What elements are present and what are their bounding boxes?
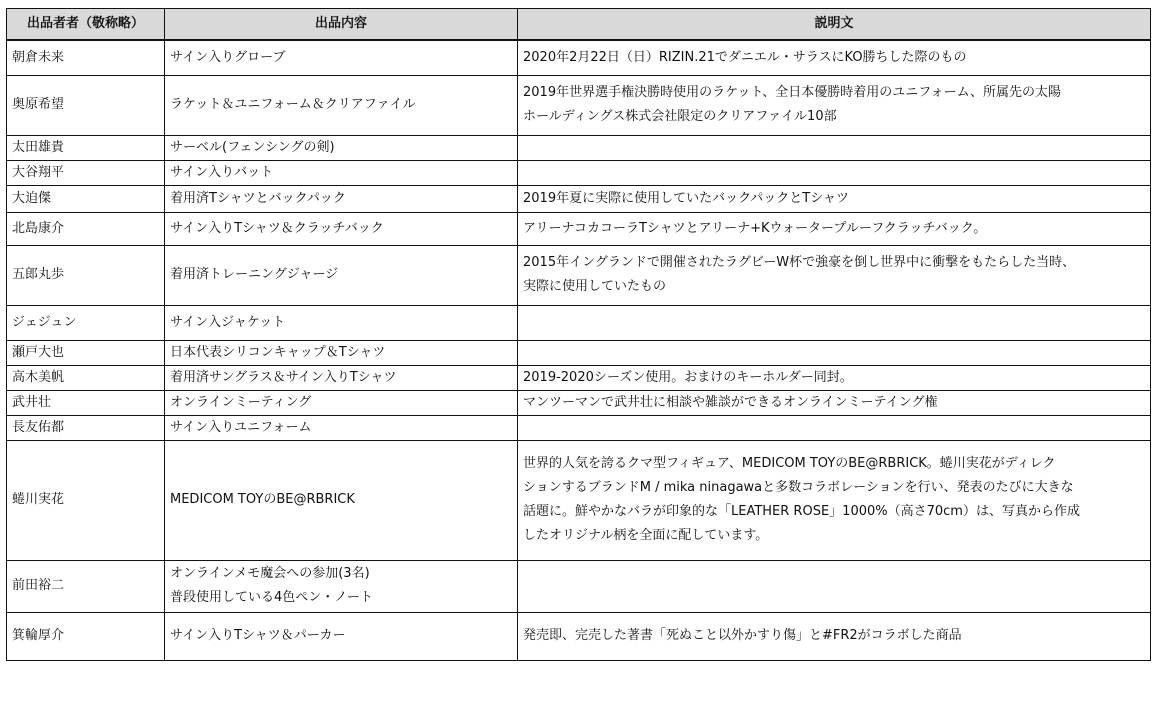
seller-name-cell: ジェジュン <box>7 305 165 340</box>
item-text: 日本代表シリコンキャップ＆Tシャツ <box>170 344 386 360</box>
table-row <box>7 612 1151 660</box>
description-text: 発売即、完売した著書「死ぬこと以外かすり傷」と#FR2がコラボした商品 <box>523 628 962 643</box>
description-text: 実際に使用していたもの <box>523 279 667 294</box>
item-cell <box>165 390 518 415</box>
seller-name-cell: 奥原希望 <box>7 75 165 135</box>
description-cell <box>518 340 1151 365</box>
seller-name-cell: 大迫傑 <box>7 185 165 212</box>
description-cell <box>518 185 1151 212</box>
seller-name-cell: 五郎丸歩 <box>7 245 165 305</box>
item-text: 着用済トレーニングジャージ <box>170 267 339 282</box>
table-container <box>6 8 1150 661</box>
item-text: ラケット＆ユニフォーム＆クリアファイル <box>170 97 416 112</box>
description-text: 2020年2月22日（日）RIZIN.21でダニエル・サラスにKO勝ちした際のもの <box>523 49 967 65</box>
item-text: サイン入りTシャツ＆クラッチバック <box>170 220 384 236</box>
item-cell <box>165 245 518 305</box>
table-row <box>7 390 1151 415</box>
seller-name-cell: 箕輪厚介 <box>7 612 165 660</box>
item-cell <box>165 560 518 612</box>
description-cell <box>518 40 1151 75</box>
description-cell <box>518 612 1151 660</box>
description-cell <box>518 560 1151 612</box>
item-text: 着用済サングラス＆サイン入りTシャツ <box>170 369 397 385</box>
item-text: サイン入りグローブ <box>170 49 286 65</box>
header-item: 出品内容 <box>165 9 518 41</box>
description-cell <box>518 390 1151 415</box>
description-text: 世界的人気を誇るクマ型フィギュア、MEDICOM TOYのBE@RBRICK。蜷川実花がディレク <box>523 456 1056 471</box>
item-text: オンラインミーティング <box>170 394 312 410</box>
description-cell <box>518 440 1151 560</box>
table-row <box>7 160 1151 185</box>
seller-name-cell: 瀬戸大也 <box>7 340 165 365</box>
description-text: アリーナコカコーラTシャツとアリーナ+Kウォータープルーフクラッチバック。 <box>523 220 987 236</box>
seller-name-cell: 北島康介 <box>7 212 165 245</box>
description-text: 2019年夏に実際に使用していたバックパックとTシャツ <box>523 190 849 206</box>
table-row <box>7 560 1151 612</box>
table-body <box>7 40 1151 660</box>
description-cell <box>518 212 1151 245</box>
item-text: サイン入りバット <box>170 164 274 180</box>
item-cell <box>165 305 518 340</box>
table-row <box>7 75 1151 135</box>
seller-name-cell: 大谷翔平 <box>7 160 165 185</box>
description-cell <box>518 245 1151 305</box>
table-row <box>7 135 1151 160</box>
item-text: サイン入りTシャツ＆パーカー <box>170 628 346 643</box>
seller-name-cell: 前田裕二 <box>7 560 165 612</box>
item-text: サイン入りユニフォーム <box>170 419 312 435</box>
item-text: 普段使用している4色ペン・ノート <box>170 590 373 605</box>
item-cell <box>165 365 518 390</box>
description-cell <box>518 365 1151 390</box>
table-row <box>7 440 1151 560</box>
table-header <box>7 9 1151 41</box>
seller-name-cell: 長友佑都 <box>7 415 165 440</box>
seller-name-cell: 武井壮 <box>7 390 165 415</box>
item-text: MEDICOM TOYのBE@RBRICK <box>170 492 355 507</box>
table-row <box>7 415 1151 440</box>
item-cell <box>165 415 518 440</box>
item-text: オンラインメモ魔会への参加(3名) <box>170 566 370 581</box>
table-row <box>7 340 1151 365</box>
description-cell <box>518 415 1151 440</box>
table-row <box>7 365 1151 390</box>
description-cell <box>518 160 1151 185</box>
item-cell <box>165 612 518 660</box>
header-row <box>7 9 1151 41</box>
description-cell <box>518 305 1151 340</box>
item-text: サーベル(フェンシングの剣) <box>170 139 335 155</box>
description-text: 話題に。鮮やかなバラが印象的な「LEATHER ROSE」1000%（高さ70cm）は、写真から作成 <box>523 504 1080 519</box>
header-description: 説明文 <box>518 9 1151 41</box>
description-cell <box>518 135 1151 160</box>
item-cell <box>165 340 518 365</box>
item-cell <box>165 440 518 560</box>
table-row <box>7 212 1151 245</box>
seller-name-cell: 蜷川実花 <box>7 440 165 560</box>
item-text: サイン入ジャケット <box>170 314 286 330</box>
item-cell <box>165 160 518 185</box>
item-cell <box>165 40 518 75</box>
item-cell <box>165 212 518 245</box>
seller-name-cell: 太田雄貴 <box>7 135 165 160</box>
table-row <box>7 305 1151 340</box>
table-row <box>7 185 1151 212</box>
table-row <box>7 245 1151 305</box>
description-text: したオリジナル柄を全面に配しています。 <box>523 528 769 543</box>
header-seller: 出品者者（敬称略） <box>7 9 165 41</box>
seller-name-cell: 高木美帆 <box>7 365 165 390</box>
description-text: ホールディングス株式会社限定のクリアファイル10部 <box>523 109 837 124</box>
item-cell <box>165 185 518 212</box>
description-cell <box>518 75 1151 135</box>
auction-items-table <box>6 8 1151 661</box>
description-text: ションするブランドM / mika ninagawaと多数コラボレーションを行い、発表のたびに大きな <box>523 480 1074 495</box>
description-text: マンツーマンで武井壮に相談や雑談ができるオンラインミーテイング権 <box>523 394 938 410</box>
description-text: 2019-2020シーズン使用。おまけのキーホルダー同封。 <box>523 369 853 385</box>
seller-name-cell: 朝倉未来 <box>7 40 165 75</box>
item-text: 着用済Tシャツとバックパック <box>170 190 346 206</box>
item-cell <box>165 135 518 160</box>
table-row <box>7 40 1151 75</box>
item-cell <box>165 75 518 135</box>
description-text: 2019年世界選手権決勝時使用のラケット、全日本優勝時着用のユニフォーム、所属先の太陽 <box>523 85 1062 100</box>
description-text: 2015年イングランドで開催されたラグビーW杯で強豪を倒し世界中に衝撃をもたらした当時、 <box>523 255 1076 270</box>
